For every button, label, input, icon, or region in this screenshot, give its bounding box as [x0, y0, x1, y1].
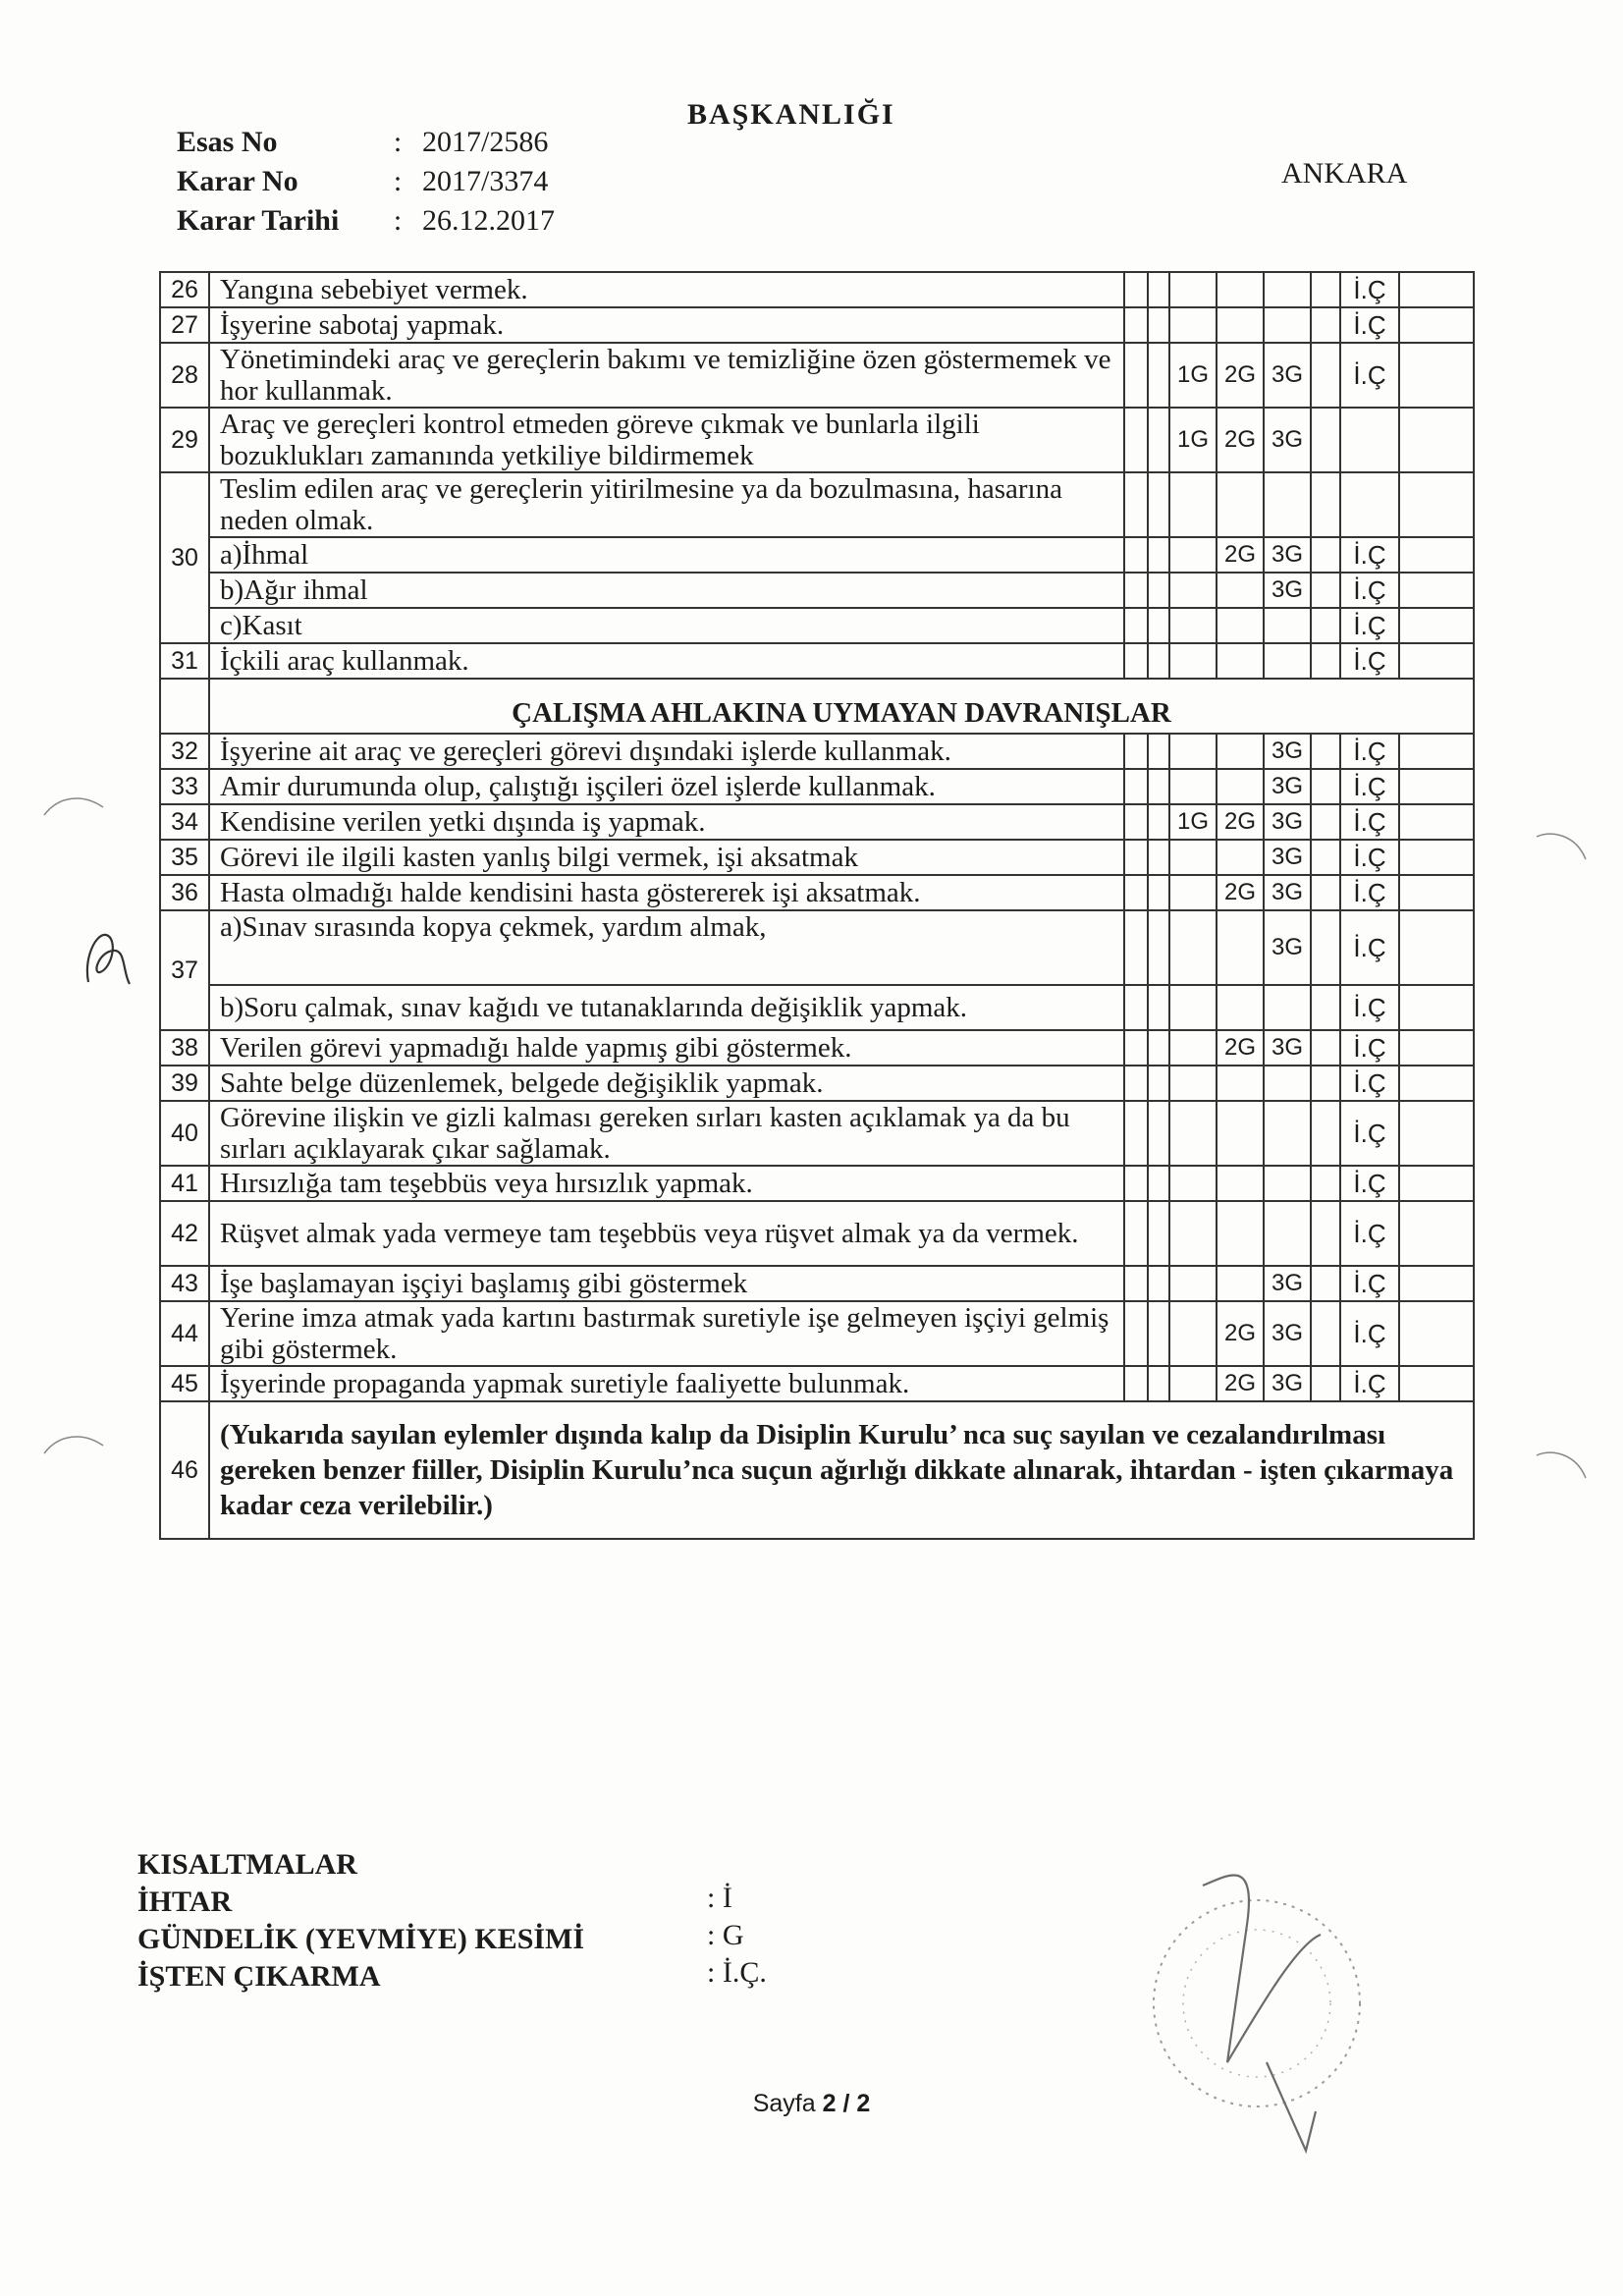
table-row: [160, 1101, 1474, 1166]
ic-mark: İ.Ç: [1340, 734, 1399, 769]
rule-text: Sahte belge düzenlemek, belgede değişiklik yapmak.: [209, 1066, 1124, 1101]
meta-row-tarih: [177, 201, 619, 241]
section-heading: ÇALIŞMA AHLAKINA UYMAYAN DAVRANIŞLAR: [209, 679, 1474, 734]
penalty-3g: 3G: [1264, 1030, 1311, 1066]
abbreviation-value: : G: [707, 1919, 744, 1951]
rule-text: İşyerine ait araç ve gereçleri görevi dışındaki işlerde kullanmak.: [209, 734, 1124, 769]
rule-text: Hırsızlığa tam teşebbüs veya hırsızlık yapmak.: [209, 1166, 1124, 1201]
handwritten-mark-icon: [79, 923, 137, 992]
abbreviation-values: [707, 1880, 767, 1992]
ic-mark: İ.Ç: [1340, 343, 1399, 408]
table-row: [160, 1366, 1474, 1401]
row-number: 32: [160, 734, 209, 769]
punch-hole-icon: [1532, 1444, 1591, 1483]
ic-mark: İ.Ç: [1340, 573, 1399, 608]
abbreviation-value: : İ: [707, 1882, 732, 1914]
row-number: 37: [160, 910, 209, 1030]
table-row: [160, 985, 1474, 1030]
ic-mark: İ.Ç: [1340, 1366, 1399, 1401]
row-number: 45: [160, 1366, 209, 1401]
meta-value: 2017/2586: [422, 126, 549, 158]
ic-mark: İ.Ç: [1340, 272, 1399, 307]
table-row: [160, 1201, 1474, 1266]
penalty-3g: 3G: [1264, 408, 1311, 472]
table-row: [160, 472, 1474, 537]
meta-colon: :: [393, 165, 403, 197]
penalty-2g: 2G: [1217, 1366, 1264, 1401]
table-row: [160, 1066, 1474, 1101]
meta-colon: :: [393, 204, 403, 237]
row-number: 39: [160, 1066, 209, 1101]
office-title: BAŞKANLIĞI: [687, 98, 895, 131]
table-row: [160, 272, 1474, 307]
row-number: 40: [160, 1101, 209, 1166]
meta-label: Karar Tarihi: [177, 204, 340, 237]
table-row: [160, 769, 1474, 804]
closing-clause: (Yukarıda sayılan eylemler dışında kalıp da Disiplin Kurulu’ nca suç sayılan ve cezalandırılması gereken benzer fiiller, Disiplin Kurulu’nca suçun ağırlığı dikkate alınarak, ihtardan - işten çıkarmaya kadar ceza verilebilir.): [209, 1401, 1474, 1539]
rule-text: İşe başlamayan işçiyi başlamış gibi göstermek: [209, 1266, 1124, 1301]
penalty-1g: 1G: [1169, 343, 1217, 408]
ic-mark: İ.Ç: [1340, 643, 1399, 679]
table-row: [160, 608, 1474, 643]
penalty-2g: 2G: [1217, 537, 1264, 573]
rule-text: Görevine ilişkin ve gizli kalması gereken sırları kasten açıklamak ya da bu sırları açıklayarak çıkar sağlamak.: [209, 1101, 1124, 1166]
abbreviation-label: GÜNDELİK (YEVMİYE) KESİMİ: [137, 1923, 585, 1955]
ic-mark: İ.Ç: [1340, 985, 1399, 1030]
penalty-3g: 3G: [1264, 537, 1311, 573]
table-row: [160, 343, 1474, 408]
penalty-3g: 3G: [1264, 734, 1311, 769]
ic-mark: İ.Ç: [1340, 1166, 1399, 1201]
penalty-2g: 2G: [1217, 1301, 1264, 1366]
penalty-3g: 3G: [1264, 804, 1311, 840]
table-row: [160, 910, 1474, 985]
row-number: 27: [160, 307, 209, 343]
table-row: [160, 573, 1474, 608]
rule-text: İşyerine sabotaj yapmak.: [209, 307, 1124, 343]
penalty-3g: 3G: [1264, 1366, 1311, 1401]
rule-text: Verilen görevi yapmadığı halde yapmış gibi göstermek.: [209, 1030, 1124, 1066]
punch-hole-icon: [39, 1424, 108, 1463]
section-row: [160, 679, 1474, 734]
penalty-3g: 3G: [1264, 875, 1311, 910]
rule-subitem: c)Kasıt: [209, 608, 1124, 643]
rule-text: Yerine imza atmak yada kartını bastırmak suretiyle işe gelmeyen işçiyi gelmiş gibi göstermek.: [209, 1301, 1124, 1366]
rule-text: Yönetimindeki araç ve gereçlerin bakımı ve temizliğine özen göstermemek ve hor kullanmak.: [209, 343, 1124, 408]
ic-mark: İ.Ç: [1340, 1101, 1399, 1166]
row-number: 33: [160, 769, 209, 804]
table-row: [160, 408, 1474, 472]
meta-row-esas: [177, 123, 619, 162]
case-metadata: [177, 123, 619, 241]
row-number: 42: [160, 1201, 209, 1266]
abbreviations-title: KISALTMALAR: [137, 1848, 357, 1881]
table-row: [160, 734, 1474, 769]
ic-mark: İ.Ç: [1340, 1066, 1399, 1101]
page-footer: [0, 2090, 1623, 2118]
table-row: [160, 537, 1474, 573]
rule-text: Kendisine verilen yetki dışında iş yapmak.: [209, 804, 1124, 840]
rule-subitem: b)Soru çalmak, sınav kağıdı ve tutanaklarında değişiklik yapmak.: [209, 985, 1124, 1030]
page-current: 2: [822, 2090, 837, 2117]
meta-row-karar: [177, 162, 619, 201]
row-number: 46: [160, 1401, 209, 1539]
penalty-2g: 2G: [1217, 875, 1264, 910]
ic-mark: İ.Ç: [1340, 1266, 1399, 1301]
ic-mark: İ.Ç: [1340, 769, 1399, 804]
rule-text: İçkili araç kullanmak.: [209, 643, 1124, 679]
table-row: [160, 1401, 1474, 1539]
penalty-2g: 2G: [1217, 343, 1264, 408]
page-separator: /: [842, 2090, 850, 2117]
row-number: 38: [160, 1030, 209, 1066]
ic-mark: İ.Ç: [1340, 910, 1399, 985]
rule-text: Araç ve gereçleri kontrol etmeden göreve çıkmak ve bunlarla ilgili bozuklukları zamanında yetkiliye bildirmemek: [209, 408, 1124, 472]
penalty-3g: 3G: [1264, 343, 1311, 408]
penalty-3g: 3G: [1264, 840, 1311, 875]
table-row: [160, 307, 1474, 343]
table-row: [160, 1030, 1474, 1066]
rule-subitem: b)Ağır ihmal: [209, 573, 1124, 608]
penalty-3g: 3G: [1264, 1266, 1311, 1301]
row-number: 36: [160, 875, 209, 910]
meta-colon: :: [393, 126, 403, 158]
row-number: 44: [160, 1301, 209, 1366]
row-number: 41: [160, 1166, 209, 1201]
ic-mark: İ.Ç: [1340, 307, 1399, 343]
penalty-3g: 3G: [1264, 910, 1311, 985]
row-number: 26: [160, 272, 209, 307]
row-number: 28: [160, 343, 209, 408]
abbreviations-block: [137, 1846, 584, 1995]
ic-mark: İ.Ç: [1340, 1030, 1399, 1066]
rule-subitem: a)Sınav sırasında kopya çekmek, yardım almak,: [209, 910, 1124, 985]
rule-text: Görevi ile ilgili kasten yanlış bilgi vermek, işi aksatmak: [209, 840, 1124, 875]
ic-mark: İ.Ç: [1340, 608, 1399, 643]
penalty-3g: 3G: [1264, 1301, 1311, 1366]
table-row: [160, 840, 1474, 875]
abbreviation-label: İŞTEN ÇIKARMA: [137, 1960, 381, 1993]
meta-label: Esas No: [177, 126, 278, 158]
table-row: [160, 1266, 1474, 1301]
penalty-3g: 3G: [1264, 573, 1311, 608]
ic-mark: İ.Ç: [1340, 1201, 1399, 1266]
row-number: 35: [160, 840, 209, 875]
penalty-2g: 2G: [1217, 408, 1264, 472]
punch-hole-icon: [39, 786, 108, 825]
rule-text: Rüşvet almak yada vermeye tam teşebbüs veya rüşvet almak ya da vermek.: [209, 1201, 1124, 1266]
penalty-3g: 3G: [1264, 769, 1311, 804]
rule-text: Amir durumunda olup, çalıştığı işçileri özel işlerde kullanmak.: [209, 769, 1124, 804]
table-row: [160, 643, 1474, 679]
rule-text: İşyerinde propaganda yapmak suretiyle faaliyette bulunmak.: [209, 1366, 1124, 1401]
penalty-2g: 2G: [1217, 1030, 1264, 1066]
row-number: 29: [160, 408, 209, 472]
table-row: [160, 1166, 1474, 1201]
rule-subitem: a)İhmal: [209, 537, 1124, 573]
ic-mark: İ.Ç: [1340, 1301, 1399, 1366]
ic-mark: İ.Ç: [1340, 804, 1399, 840]
row-number: 43: [160, 1266, 209, 1301]
row-number: 31: [160, 643, 209, 679]
table-row: [160, 1301, 1474, 1366]
rule-text: Yangına sebebiyet vermek.: [209, 272, 1124, 307]
meta-value: 26.12.2017: [422, 204, 555, 237]
meta-label: Karar No: [177, 165, 298, 197]
rule-text: Teslim edilen araç ve gereçlerin yitirilmesine ya da bozulmasına, hasarına neden olmak.: [209, 472, 1124, 537]
abbreviation-value: : İ.Ç.: [707, 1956, 767, 1989]
penalty-table: [159, 271, 1475, 1540]
table-row: [160, 804, 1474, 840]
meta-value: 2017/3374: [422, 165, 549, 197]
ic-mark: İ.Ç: [1340, 537, 1399, 573]
penalty-1g: 1G: [1169, 408, 1217, 472]
abbreviation-label: İHTAR: [137, 1886, 233, 1918]
page-total: 2: [856, 2090, 871, 2117]
ic-mark: İ.Ç: [1340, 875, 1399, 910]
row-number: 34: [160, 804, 209, 840]
page-label: Sayfa: [752, 2090, 816, 2117]
rule-text: Hasta olmadığı halde kendisini hasta göstererek işi aksatmak.: [209, 875, 1124, 910]
penalty-2g: 2G: [1217, 804, 1264, 840]
row-number: 30: [160, 472, 209, 643]
penalty-1g: 1G: [1169, 804, 1217, 840]
city-label: ANKARA: [1281, 157, 1408, 190]
punch-hole-icon: [1532, 825, 1591, 864]
ic-mark: İ.Ç: [1340, 840, 1399, 875]
table-row: [160, 875, 1474, 910]
